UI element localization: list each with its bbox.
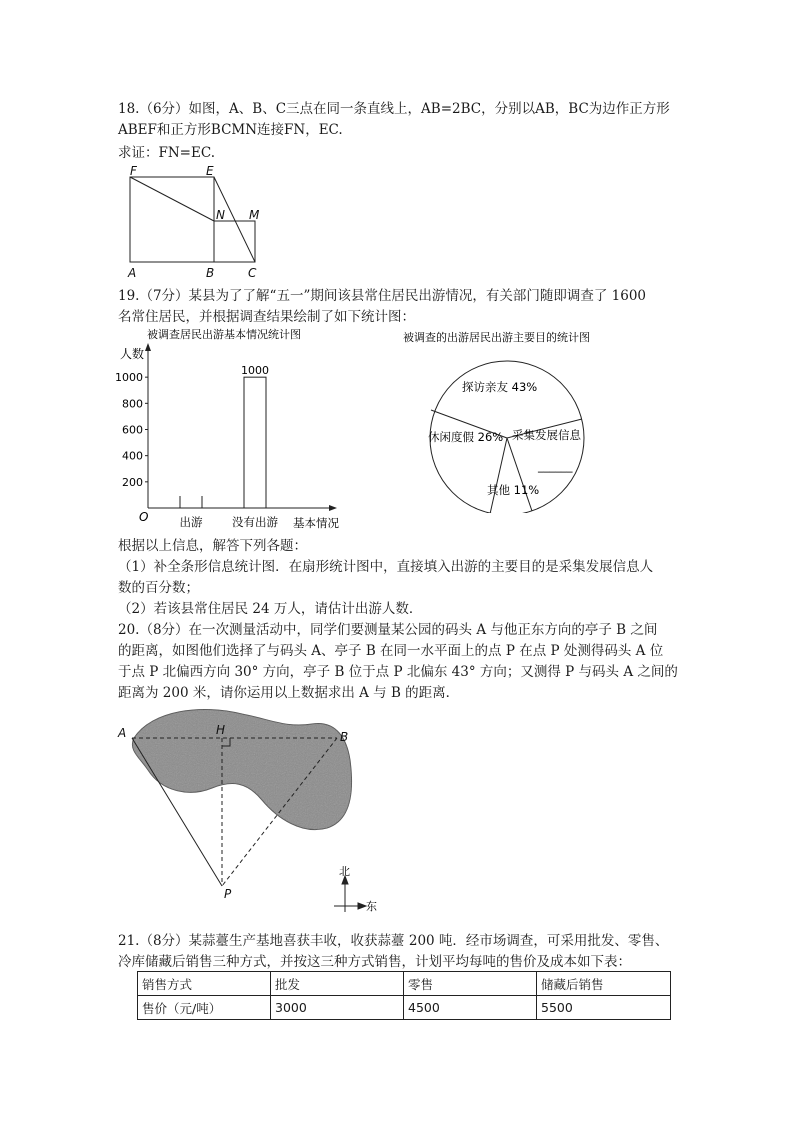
q19-after2: （1）补全条形信息统计图．在扇形统计图中，直接填入出游的主要目的是采集发展信息人 bbox=[118, 559, 654, 575]
bar-chart-ylabel: 人数 bbox=[120, 347, 145, 361]
q19-after3: 数的百分数； bbox=[118, 580, 199, 596]
label-h: H bbox=[216, 723, 226, 737]
q18-figure bbox=[120, 164, 270, 282]
y-tick-label: 600 bbox=[122, 423, 143, 437]
pie-divider-3 bbox=[507, 438, 532, 511]
pie-label-leisure: 休闲度假 26% bbox=[428, 430, 504, 444]
table-cell: 3000 bbox=[271, 996, 404, 1020]
label-c: C bbox=[248, 266, 257, 280]
q21-line1: 21.（8分）某蒜薹生产基地喜获丰收，收获蒜薹 200 吨．经市场调查，可采用批发、零售、 bbox=[118, 933, 669, 949]
x-category-label: 出游 bbox=[179, 515, 203, 529]
pie-chart-title: 被调查的出游居民出游主要目的统计图 bbox=[403, 331, 590, 344]
label-b: B bbox=[340, 730, 349, 744]
y-tick-label: 200 bbox=[122, 475, 143, 489]
square-abef bbox=[130, 177, 214, 262]
east-label: 东 bbox=[366, 900, 377, 913]
table-cell: 4500 bbox=[404, 996, 537, 1020]
pie-label-visit: 探访亲友 43% bbox=[462, 380, 538, 394]
y-tick-label: 1000 bbox=[115, 371, 143, 385]
table-row bbox=[138, 996, 671, 1020]
q19-after1: 根据以上信息，解答下列各题： bbox=[118, 538, 307, 554]
table-cell: 零售 bbox=[404, 972, 537, 996]
lake-texture bbox=[132, 709, 351, 829]
price-table bbox=[137, 971, 671, 1020]
label-n: N bbox=[216, 208, 225, 222]
pie-divider-4 bbox=[490, 438, 507, 513]
x-category-label: 没有出游 bbox=[232, 515, 278, 529]
label-a: A bbox=[128, 266, 137, 280]
compass bbox=[334, 876, 366, 912]
pie-label-other: 其他 11% bbox=[487, 483, 540, 497]
square-bcmn bbox=[214, 221, 255, 262]
segment-fn bbox=[130, 177, 214, 221]
pie-blank: ______ bbox=[538, 459, 573, 473]
label-f: F bbox=[130, 164, 137, 178]
q19-line2: 名常住居民，并根据调查结果绘制了如下统计图： bbox=[118, 309, 415, 325]
q21-line2: 冷库储藏后销售三种方式，并按这三种方式销售，计划平均每吨的售价及成本如下表： bbox=[118, 954, 631, 970]
y-tick-label: 800 bbox=[122, 397, 143, 411]
q19-after4: （2）若该县常住居民 24 万人，请估计出游人数． bbox=[118, 601, 423, 617]
q18-line2: ABEF和正方形BCMN连接FN，EC. bbox=[118, 122, 343, 138]
q18-line1: 18.（6分）如图，A、B、C三点在同一条直线上，AB=2BC，分别以AB，BC为边作正方形 bbox=[118, 101, 670, 117]
north-label: 北 bbox=[339, 865, 350, 878]
table-cell: 5500 bbox=[537, 996, 671, 1020]
origin-label: O bbox=[139, 510, 149, 524]
bar-data-label: 1000 bbox=[241, 364, 269, 378]
pie-chart bbox=[400, 328, 615, 513]
q20-line4: 距离为 200 米，请你运用以上数据求出 A 与 B 的距离． bbox=[118, 685, 460, 701]
bar-chart-title: 被调查居民出游基本情况统计图 bbox=[147, 328, 301, 341]
table-cell: 储藏后销售 bbox=[537, 972, 671, 996]
x-axis-arrow bbox=[329, 505, 337, 511]
q18-line3: 求证：FN=EC. bbox=[118, 145, 215, 161]
table-cell: 销售方式 bbox=[138, 972, 271, 996]
q20-line1: 20.（8分）在一次测量活动中，同学们要测量某公园的码头 A 与他正东方向的亭子 B 之间 bbox=[118, 622, 658, 638]
label-m: M bbox=[249, 208, 260, 222]
table-cell: 批发 bbox=[271, 972, 404, 996]
q19-line1: 19.（7分）某县为了了解“五一”期间该县常住居民出游情况，有关部门随即调查了 1600 bbox=[118, 288, 647, 304]
table-cell: 售价（元/吨） bbox=[138, 996, 271, 1020]
y-axis-arrow bbox=[145, 343, 151, 351]
bar-chart-xlabel: 基本情况 bbox=[293, 516, 339, 530]
y-tick-label: 400 bbox=[122, 449, 143, 463]
q20-line2: 的距离，如图他们选择了与码头 A、亭子 B 在同一水平面上的点 P 在点 P 处测得码头 A 位 bbox=[118, 643, 664, 659]
label-e: E bbox=[206, 164, 214, 178]
q20-figure bbox=[112, 700, 392, 922]
label-a: A bbox=[118, 726, 127, 740]
label-b: B bbox=[206, 266, 215, 280]
label-p: P bbox=[224, 887, 232, 901]
bar-chart bbox=[115, 325, 360, 535]
bar-2 bbox=[244, 377, 266, 508]
table-row bbox=[138, 972, 671, 996]
q20-line3: 于点 P 北偏西方向 30° 方向，亭子 B 位于点 P 北偏东 43° 方向；又测得 P 与码头 A 之间的 bbox=[118, 664, 678, 680]
pie-label-info: 采集发展信息 bbox=[512, 428, 581, 442]
